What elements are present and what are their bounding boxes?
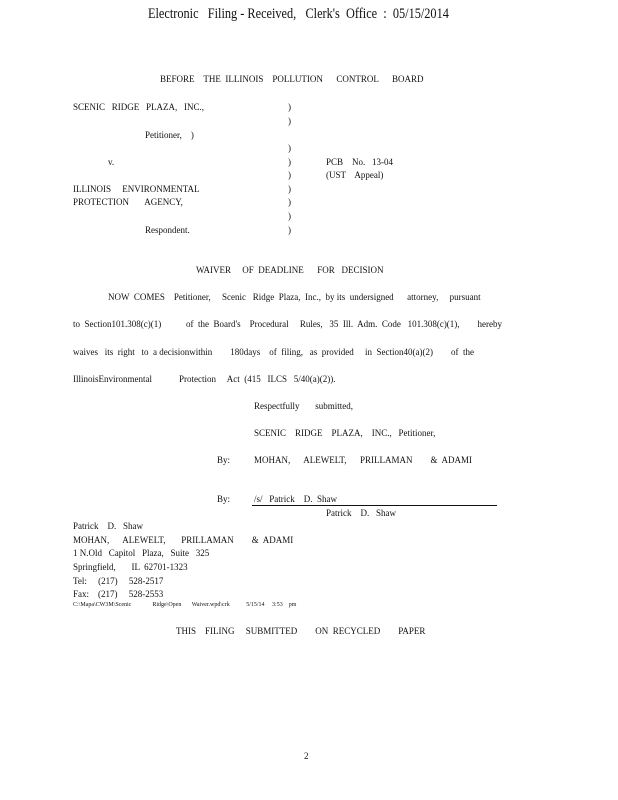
case-number: PCB No. 13-04 [326,157,394,167]
paren: ) [288,157,291,167]
file-path: C:\Mapa\CW3M\Scenic Ridge\Open Waiver.wpd\crk 5/15/14 3:53 pm [73,602,297,608]
signer-name: Patrick D. Shaw [326,508,396,518]
attorney-firm: MOHAN, ALEWELT, PRILLAMAN & ADAMI [73,535,294,545]
attorney-city: Springfield, IL 62701-1323 [73,562,188,572]
recycled-notice: THIS FILING SUBMITTED ON RECYCLED PAPER [176,626,426,636]
paren: ) [288,225,291,235]
paren: ) [288,116,291,126]
respondent-role: Respondent. [145,225,190,235]
signing-party: SCENIC RIDGE PLAZA, INC., Petitioner, [254,428,436,438]
filing-stamp: Electronic Filing - Received, Clerk's Office : 05/15/2014 [148,6,449,22]
body-line: IllinoisEnvironmental Protection Act (415 ILCS 5/40(a)(2)). [73,374,336,384]
closing: Respectfully submitted, [254,401,353,411]
respondent-line1: ILLINOIS ENVIRONMENTAL [73,184,200,194]
petitioner-name: SCENIC RIDGE PLAZA, INC., [73,102,205,112]
by-label: By: [217,494,231,504]
body-line: to Section101.308(c)(1) of the Board's Procedural Rules, 35 Ill. Adm. Code 101.308(c)(1), hereby [73,319,503,329]
case-type: (UST Appeal) [326,170,384,180]
paren: ) [288,102,291,112]
paren: ) [288,184,291,194]
body-line: waives its right to a decisionwithin 180days of filing, as provided in Section40(a)(2) of the [73,347,474,357]
respondent-line2: PROTECTION AGENCY, [73,197,183,207]
firm-name: MOHAN, ALEWELT, PRILLAMAN & ADAMI [254,455,472,465]
document-title: WAIVER OF DEADLINE FOR DECISION [196,265,384,275]
attorney-tel: Tel: (217) 528-2517 [73,576,164,586]
signature-line [252,505,497,506]
paren: ) [288,170,291,180]
paren: ) [288,197,291,207]
electronic-signature: /s/ Patrick D. Shaw [254,494,337,504]
attorney-address: 1 N.Old Capitol Plaza, Suite 325 [73,548,210,558]
attorney-fax: Fax: (217) 528-2553 [73,589,164,599]
attorney-name: Patrick D. Shaw [73,521,143,531]
court-title: BEFORE THE ILLINOIS POLLUTION CONTROL BOARD [160,74,424,84]
paren: ) [288,143,291,153]
by-label: By: [217,455,231,465]
paren: ) [288,211,291,221]
versus: v. [108,157,115,167]
petitioner-role: Petitioner, ) [145,130,194,140]
body-line: NOW COMES Petitioner, Scenic Ridge Plaza, Inc., by its undersigned attorney, pursuant [108,292,481,302]
page-number: 2 [304,751,309,761]
